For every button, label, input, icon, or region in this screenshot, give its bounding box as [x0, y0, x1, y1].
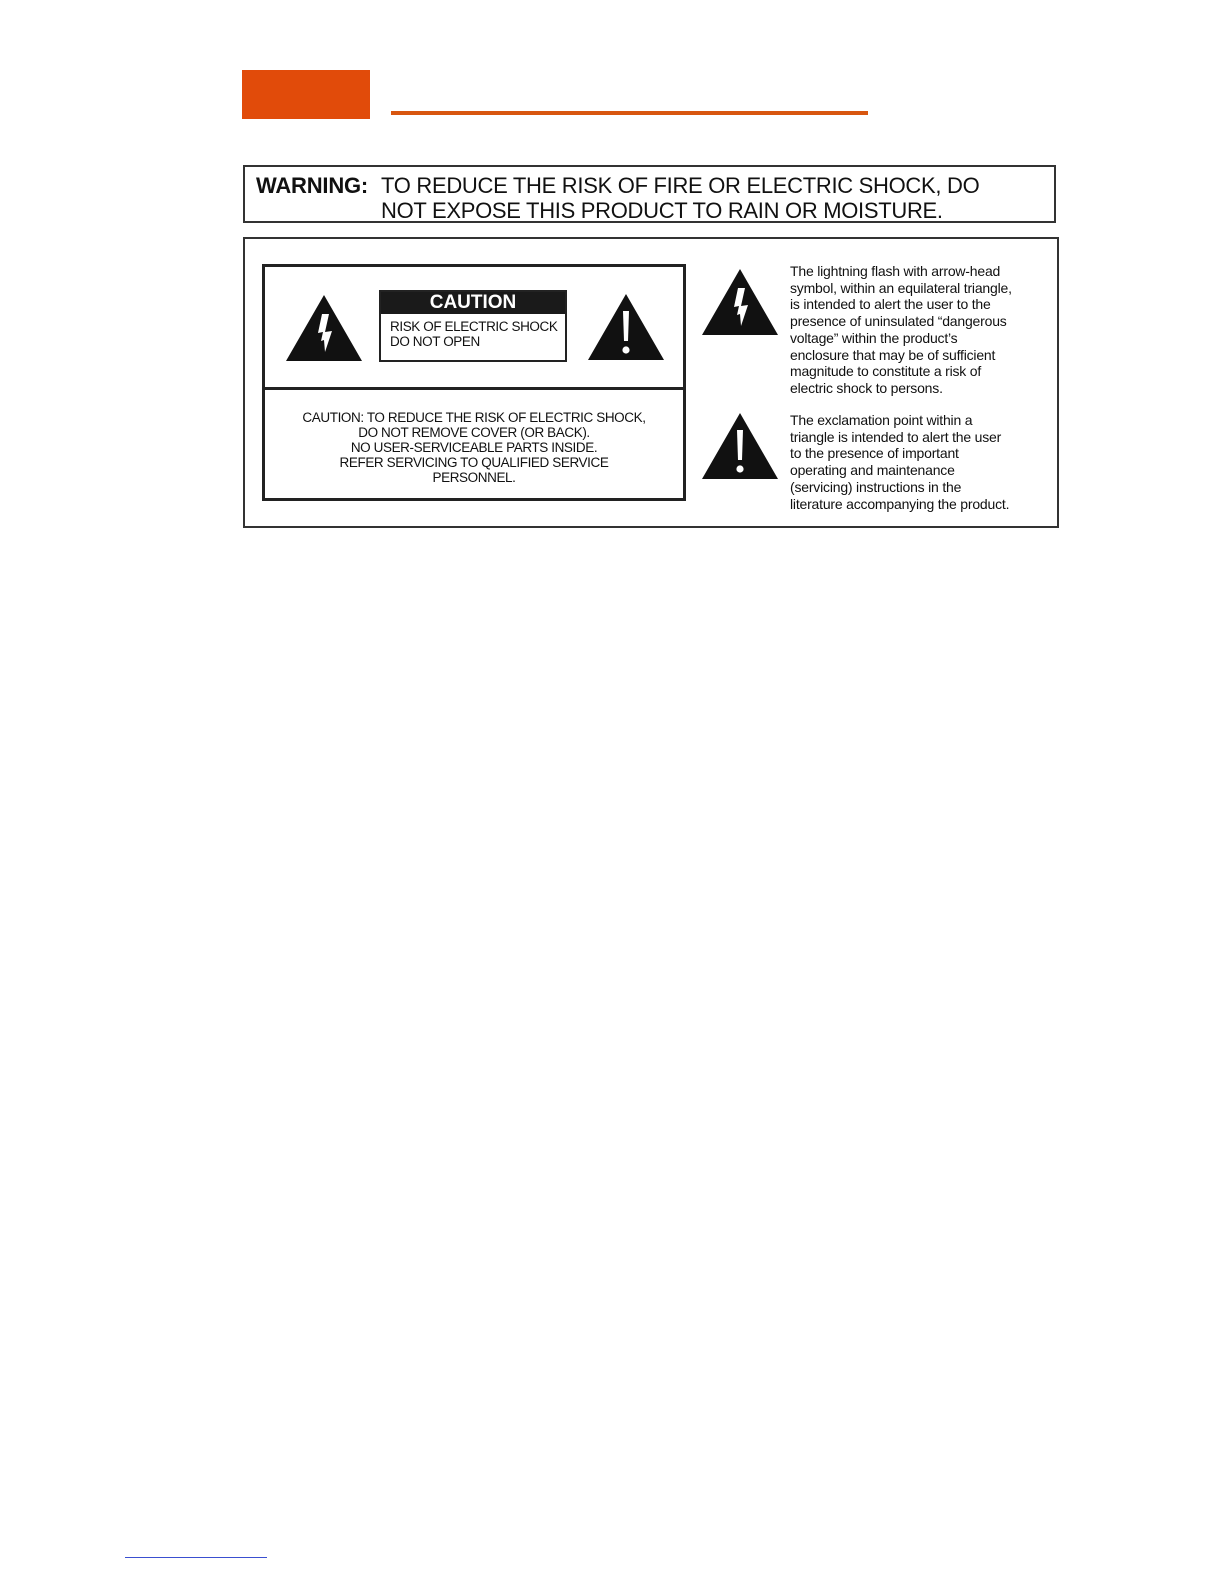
explanation-line: symbol, within an equilateral triangle, — [790, 279, 1012, 296]
explanation-line: (servicing) instructions in the — [790, 478, 962, 495]
exclamation-triangle-icon — [587, 293, 665, 361]
explanation-line: operating and maintenance — [790, 462, 955, 479]
lightning-triangle-icon — [701, 268, 779, 336]
caution-notice-line: DO NOT REMOVE COVER (OR BACK). — [358, 425, 590, 440]
explanation-line: triangle is intended to alert the user — [790, 428, 1002, 445]
header-rule — [391, 111, 868, 115]
explanation-line: literature accompanying the product. — [790, 495, 1010, 512]
warning-label: WARNING: — [256, 173, 369, 198]
explanation-line: magnitude to constitute a risk of — [790, 363, 982, 380]
caution-notice-line: CAUTION: TO REDUCE THE RISK OF ELECTRIC SHOCK, — [302, 410, 646, 425]
explanation-line: The exclamation point within a — [790, 412, 973, 428]
header-accent-block — [242, 70, 370, 119]
warning-text-line-2: NOT EXPOSE THIS PRODUCT TO RAIN OR MOISTURE. — [381, 198, 943, 223]
explanation-line: is intended to alert the user to the — [790, 296, 991, 313]
caution-notice-line: REFER SERVICING TO QUALIFIED SERVICE — [339, 455, 609, 470]
warning-text-line-1: TO REDUCE THE RISK OF FIRE OR ELECTRIC SHOCK, DO — [381, 173, 980, 198]
explanation-line: enclosure that may be of sufficient — [790, 346, 996, 363]
caution-line-2: DO NOT OPEN — [390, 334, 480, 349]
footnote-separator — [125, 1557, 267, 1558]
caution-notice — [265, 410, 683, 485]
lightning-explanation — [790, 263, 1048, 397]
explanation-line: presence of uninsulated “dangerous — [790, 313, 1007, 330]
explanation-line: voltage” within the product’s — [790, 329, 958, 346]
exclamation-explanation — [790, 412, 1048, 512]
exclamation-triangle-icon — [701, 412, 779, 480]
caution-notice-line: NO USER-SERVICEABLE PARTS INSIDE. — [350, 440, 598, 455]
caution-label-panel — [262, 264, 686, 501]
caution-line-1: RISK OF ELECTRIC SHOCK — [390, 319, 558, 334]
explanation-line: to the presence of important — [790, 445, 959, 462]
warning-box — [243, 165, 1056, 223]
caution-label-top — [265, 267, 683, 390]
safety-symbols-box — [243, 237, 1059, 528]
explanation-line: The lightning flash with arrow-head — [790, 263, 1001, 279]
caution-card — [379, 290, 567, 362]
explanation-line: electric shock to persons. — [790, 379, 943, 396]
caution-title: CAUTION — [381, 292, 565, 314]
lightning-triangle-icon — [285, 294, 363, 362]
caution-notice-line: PERSONNEL. — [432, 470, 516, 485]
